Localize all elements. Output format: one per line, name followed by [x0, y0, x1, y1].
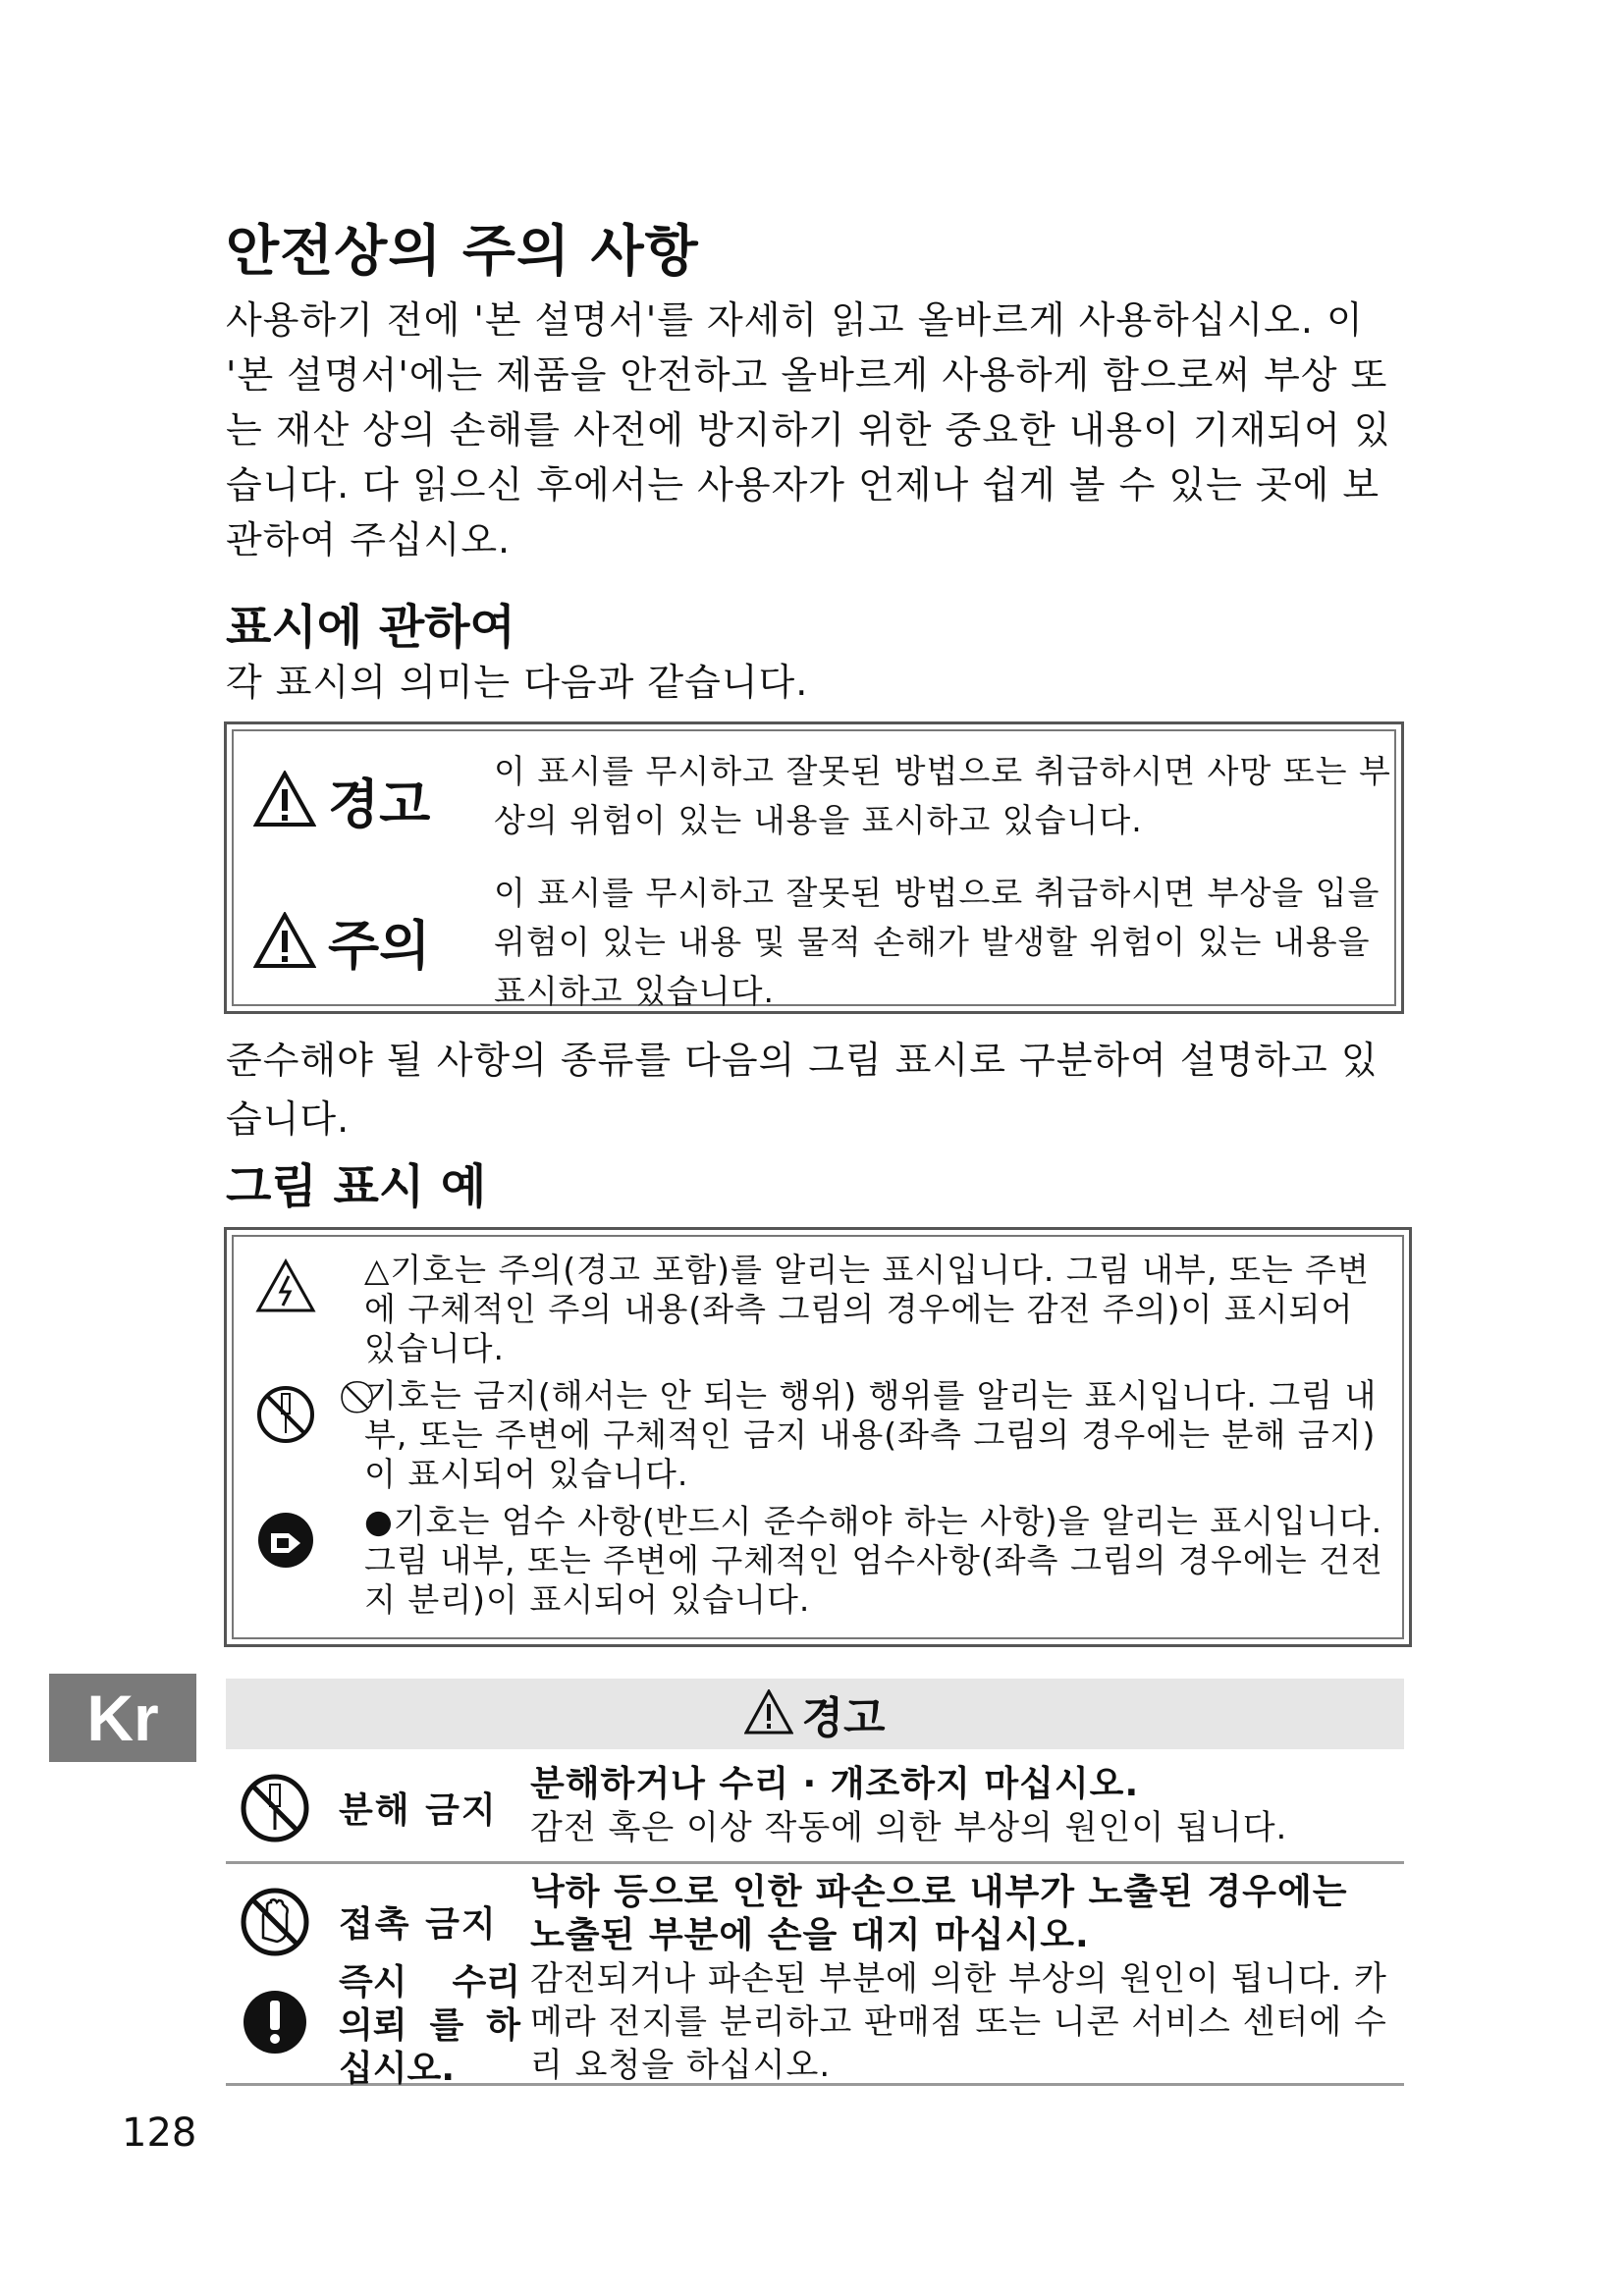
display-section-subtitle: 각 표시의 의미는 다음과 같습니다. [226, 661, 809, 704]
warning-triangle-icon [253, 771, 316, 831]
caution-label: 주의 [328, 915, 431, 977]
warning-label: 경고 [328, 774, 431, 835]
warning-reason: 감전 혹은 이상 작동에 의한 부상의 원인이 됩니다. [530, 1808, 1288, 1847]
warning-reason: 감전되거나 파손된 부분에 의한 부상의 원인이 됩니다. 카메라 전지를 분리하고 판매점 또는 니콘 서비스 센터에 수리 요청을 하십시오. [530, 1959, 1387, 2085]
no-disassembly-icon [255, 1384, 316, 1449]
caution-row [234, 865, 1394, 1012]
language-tab: Kr [49, 1674, 196, 1762]
intro-paragraph: 사용하기 전에 '본 설명서'를 자세히 읽고 올바르게 사용하십시오. 이 '본 설명서'에는 제품을 안전하고 올바르게 사용하게 함으로써 부상 또는 재산 상의 손해를 사전에 방지하기 위한 중요한 내용이 기재되어 있습니다. 다 읽으신 후에서는 사용자가 언제나 쉽게 볼 수 있는 곳에 보관하여 주십시오. [226, 298, 1391, 561]
page-title: 안전상의 주의 사항 [226, 220, 699, 284]
electric-shock-triangle-icon [255, 1258, 316, 1317]
warning-triangle-icon [253, 912, 316, 973]
symbol-examples-box [224, 1227, 1412, 1647]
warning-triangle-icon [744, 1689, 793, 1738]
no-touch-icon [240, 1887, 310, 1961]
symbol-intro-paragraph: 준수해야 될 사항의 종류를 다음의 그림 표시로 구분하여 설명하고 있습니다. [226, 1039, 1379, 1141]
warning-category-secondary: 즉시 수리 의뢰 를 하 십시오. [339, 1962, 520, 2089]
warning-table-row [226, 1753, 1404, 1864]
remove-battery-icon [255, 1510, 316, 1575]
no-disassembly-icon [240, 1773, 310, 1847]
warning-category: 분해 금지 [339, 1790, 498, 1831]
warning-category: 접촉 금지 [339, 1904, 498, 1945]
warning-instruction: 분해하거나 수리 · 개조하지 마십시오. [530, 1764, 1140, 1804]
symbol-example-text: ●기호는 엄수 사항(반드시 준수해야 하는 사항)을 알리는 표시입니다. 그림 내부, 또는 주변에 구체적인 엄수사항(좌측 그림의 경우에는 건전지 분리)이 표시되어 있습니다. [364, 1502, 1383, 1619]
signal-word-box [224, 721, 1404, 1014]
warning-table-title: 경고 [801, 1693, 886, 1743]
warning-instruction: 낙하 등으로 인한 파손으로 내부가 노출된 경우에는 노출된 부분에 손을 대지 마십시오. [530, 1872, 1348, 1955]
page-number: 128 [122, 2110, 197, 2156]
warning-table-row [226, 1865, 1404, 2089]
mandatory-exclamation-icon [240, 1987, 310, 2061]
warning-description: 이 표시를 무시하고 잘못된 방법으로 취급하시면 사망 또는 부상의 위험이 있는 내용을 표시하고 있습니다. [494, 752, 1391, 839]
display-section-heading: 표시에 관하여 [226, 600, 515, 655]
symbol-example-text: △기호는 주의(경고 포함)를 알리는 표시입니다. 그림 내부, 또는 주변에 구체적인 주의 내용(좌측 그림의 경우에는 감전 주의)이 표시되어 있습니다. [364, 1251, 1370, 1367]
warning-table-header [226, 1679, 1404, 1749]
symbol-example-text: ⃠기호는 금지(해서는 안 되는 행위) 행위를 알리는 표시입니다. 그림 내부, 또는 주변에 구체적인 금지 내용(좌측 그림의 경우에는 분해 금지)이 표시되어 있습니다. [364, 1376, 1378, 1493]
warning-row [234, 743, 1394, 861]
caution-description: 이 표시를 무시하고 잘못된 방법으로 취급하시면 부상을 입을 위험이 있는 내용 및 물적 손해가 발생할 위험이 있는 내용을 표시하고 있습니다. [494, 874, 1380, 1010]
symbol-section-heading: 그림 표시 예 [226, 1159, 487, 1214]
